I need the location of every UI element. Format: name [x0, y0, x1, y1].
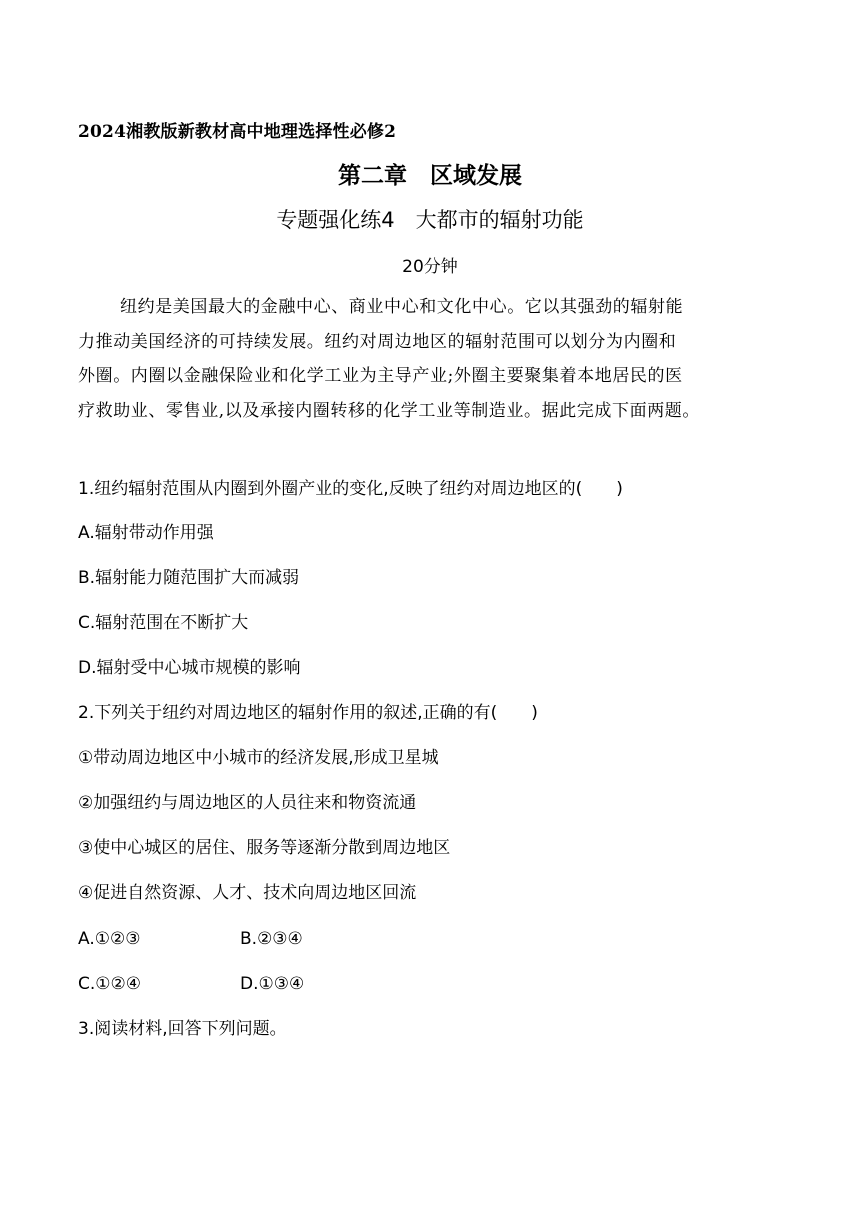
question-2-option-b: B.②③④ [240, 929, 303, 949]
question-1-option-c: C.辐射范围在不断扩大 [78, 613, 249, 633]
passage-line: 疗救助业、零售业,以及承接内圈转移的化学工业等制造业。据此完成下面两题。 [78, 400, 701, 421]
question-2-option-d: D.①③④ [240, 974, 305, 994]
question-1-option-d: D.辐射受中心城市规模的影响 [78, 658, 301, 678]
question-2-statement-1: ①带动周边地区中小城市的经济发展,形成卫星城 [78, 748, 439, 768]
passage-line: 纽约是美国最大的金融中心、商业中心和文化中心。它以其强劲的辐射能 [120, 297, 684, 317]
question-2-statement-4: ④促进自然资源、人才、技术向周边地区回流 [78, 883, 417, 903]
section-title: 专题强化练4 大都市的辐射功能 [276, 208, 584, 232]
question-1-stem: 1.纽约辐射范围从内圈到外圈产业的变化,反映了纽约对周边地区的( ) [78, 479, 623, 499]
question-2-statement-2: ②加强纽约与周边地区的人员往来和物资流通 [78, 793, 417, 813]
question-2-statement-3: ③使中心城区的居住、服务等逐渐分散到周边地区 [78, 838, 451, 858]
question-2-stem: 2.下列关于纽约对周边地区的辐射作用的叙述,正确的有( ) [78, 703, 538, 723]
question-2-option-a: A.①②③ [78, 929, 141, 949]
question-2-option-c: C.①②④ [78, 974, 141, 994]
question-3-stem: 3.阅读材料,回答下列问题。 [78, 1019, 287, 1039]
question-1-option-b: B.辐射能力随范围扩大而减弱 [78, 568, 300, 588]
book-subtitle: 2024湘教版新教材高中地理选择性必修2 [78, 122, 397, 142]
chapter-title: 第二章 区域发展 [338, 162, 522, 189]
passage-line: 力推动美国经济的可持续发展。纽约对周边地区的辐射范围可以划分为内圈和 [78, 331, 677, 352]
time-limit: 20分钟 [402, 257, 458, 277]
reading-passage [78, 290, 788, 428]
question-1-option-a: A.辐射带动作用强 [78, 523, 214, 543]
passage-line: 外圈。内圈以金融保险业和化学工业为主导产业;外圈主要聚集着本地居民的医 [78, 366, 683, 386]
